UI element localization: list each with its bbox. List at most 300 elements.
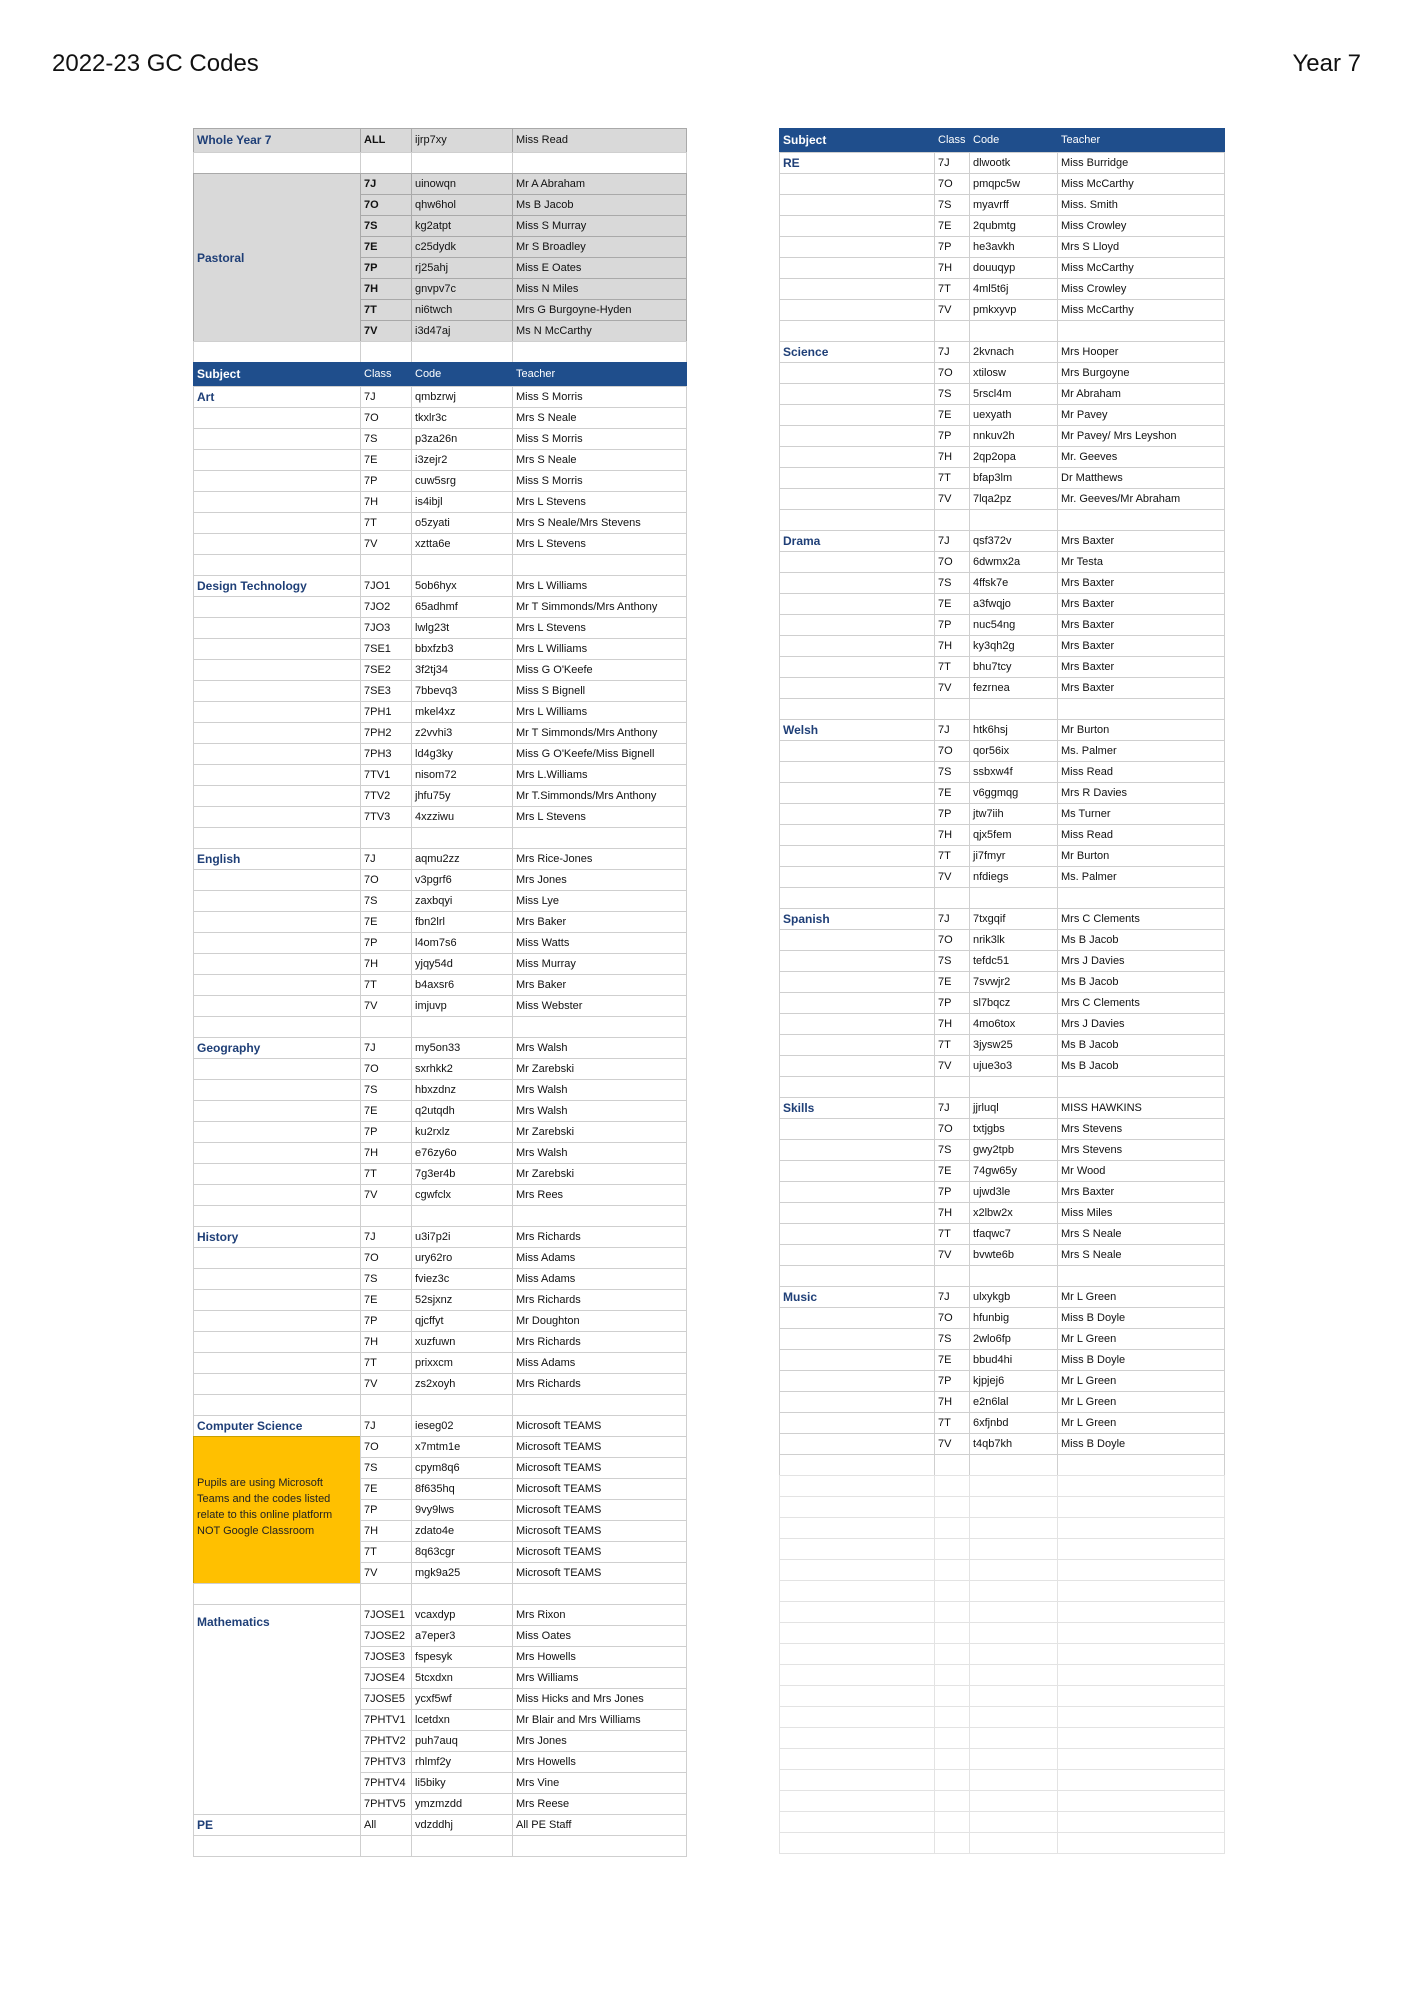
teacher-cell: Miss Webster <box>512 995 687 1017</box>
subject-cell <box>193 1142 361 1164</box>
teacher-cell: Miss Read <box>1057 761 1225 783</box>
table-row <box>779 761 1228 782</box>
code-cell: rj25ahj <box>411 257 513 279</box>
empty-cell <box>1057 1076 1225 1098</box>
teacher-cell: Microsoft TEAMS <box>512 1541 687 1563</box>
subject-cell <box>779 1433 935 1455</box>
empty-cell <box>1057 1496 1225 1518</box>
teacher-cell: Mrs Jones <box>512 869 687 891</box>
empty-cell <box>1057 1790 1225 1812</box>
teacher-cell: Mr T Simmonds/Mrs Anthony <box>512 596 687 618</box>
class-cell: 7S <box>934 1328 970 1350</box>
subject-cell <box>193 806 361 828</box>
teacher-cell: Microsoft TEAMS <box>512 1415 687 1437</box>
subject-cell <box>193 1058 361 1080</box>
code-cell: bvwte6b <box>969 1244 1058 1266</box>
subject-cell <box>779 383 935 405</box>
teacher-cell: Mrs Reese <box>512 1793 687 1815</box>
subject-cell <box>779 215 935 237</box>
class-cell: 7PH3 <box>360 743 412 765</box>
table-row <box>193 890 690 911</box>
teacher-cell: Mrs Richards <box>512 1226 687 1248</box>
empty-cell <box>934 887 970 909</box>
table-row <box>360 1436 686 1457</box>
teacher-cell: Mrs Howells <box>512 1751 687 1773</box>
empty-cell <box>360 1583 412 1605</box>
empty-cell <box>969 509 1058 531</box>
table-row <box>193 848 690 869</box>
subject-name: PE <box>193 1814 361 1836</box>
code-cell: pmqpc5w <box>969 173 1058 195</box>
empty-cell <box>779 698 935 720</box>
pastoral-label: Pastoral <box>193 173 361 342</box>
class-cell: 7TV3 <box>360 806 412 828</box>
table-row <box>779 1118 1228 1139</box>
code-cell: 3f2tj34 <box>411 659 513 681</box>
blank-row <box>779 1076 1228 1097</box>
subject-cell <box>779 299 935 321</box>
table-row <box>360 1520 686 1541</box>
code-cell: myavrff <box>969 194 1058 216</box>
empty-cell <box>969 1685 1058 1707</box>
table-row <box>779 215 1228 236</box>
empty-cell <box>779 1643 935 1665</box>
code-cell: 4ml5t6j <box>969 278 1058 300</box>
table-row <box>360 278 686 299</box>
header-code: Code <box>411 362 513 387</box>
header-subject: Subject <box>779 128 935 153</box>
table-row <box>193 911 690 932</box>
empty-cell <box>934 1559 970 1581</box>
table-row <box>360 236 686 257</box>
code-cell: c25dydk <box>411 236 513 258</box>
code-cell: 5ob6hyx <box>411 575 513 597</box>
table-row <box>779 677 1228 698</box>
table-row <box>779 971 1228 992</box>
table-row <box>779 929 1228 950</box>
teacher-cell: Miss Adams <box>512 1247 687 1269</box>
subject-cell <box>193 407 361 429</box>
subject-cell <box>193 932 361 954</box>
blank-row <box>779 1769 1228 1790</box>
teacher-cell: Mr. Geeves <box>1057 446 1225 468</box>
subject-cell <box>193 638 361 660</box>
subject-cell <box>779 1181 935 1203</box>
class-cell: 7S <box>934 950 970 972</box>
table-row <box>779 446 1228 467</box>
teacher-cell: Microsoft TEAMS <box>512 1520 687 1542</box>
teacher-cell: Mrs S Neale <box>1057 1244 1225 1266</box>
table-row <box>193 974 690 995</box>
whole-year-label: Whole Year 7 <box>193 128 361 153</box>
subject-cell <box>193 1121 361 1143</box>
code-cell: nfdiegs <box>969 866 1058 888</box>
table-row <box>193 470 690 491</box>
code-cell: x2lbw2x <box>969 1202 1058 1224</box>
table-row <box>360 1457 686 1478</box>
subject-cell <box>193 974 361 996</box>
table-row <box>193 785 690 806</box>
empty-cell <box>779 1559 935 1581</box>
empty-cell <box>779 1475 935 1497</box>
table-row <box>779 866 1228 887</box>
teacher-cell: Mrs Vine <box>512 1772 687 1794</box>
class-cell: 7S <box>934 572 970 594</box>
empty-cell <box>969 1265 1058 1287</box>
code-cell: p3za26n <box>411 428 513 450</box>
empty-cell <box>411 1394 513 1416</box>
blank-row <box>779 1601 1228 1622</box>
code-cell: zaxbqyi <box>411 890 513 912</box>
empty-cell <box>1057 1727 1225 1749</box>
code-cell: 6xfjnbd <box>969 1412 1058 1434</box>
empty-cell <box>779 1496 935 1518</box>
class-cell: 7PHTV5 <box>360 1793 412 1815</box>
code-cell: ssbxw4f <box>969 761 1058 783</box>
teacher-cell: Mrs S Neale <box>512 449 687 471</box>
class-cell: 7V <box>934 1433 970 1455</box>
teacher-cell: Mrs L Williams <box>512 701 687 723</box>
teacher-cell: Mrs S Neale <box>512 407 687 429</box>
subject-cell <box>779 782 935 804</box>
empty-cell <box>934 1265 970 1287</box>
table-row <box>779 1391 1228 1412</box>
class-cell: 7S <box>934 194 970 216</box>
class-cell: 7H <box>360 1331 412 1353</box>
code-cell: kg2atpt <box>411 215 513 237</box>
empty-cell <box>969 1601 1058 1623</box>
table-row <box>360 1646 686 1667</box>
code-cell: bbud4hi <box>969 1349 1058 1371</box>
code-cell: jhfu75y <box>411 785 513 807</box>
teacher-cell: Mr Wood <box>1057 1160 1225 1182</box>
code-cell: ujwd3le <box>969 1181 1058 1203</box>
table-row <box>193 428 690 449</box>
empty-cell <box>934 509 970 531</box>
empty-cell <box>779 1580 935 1602</box>
table-row <box>193 995 690 1016</box>
teacher-cell: Mr Doughton <box>512 1310 687 1332</box>
teacher-cell: Microsoft TEAMS <box>512 1478 687 1500</box>
subject-cell <box>193 1163 361 1185</box>
class-cell: 7T <box>360 1541 412 1563</box>
code-cell: 6dwmx2a <box>969 551 1058 573</box>
subject-cell <box>193 470 361 492</box>
empty-cell <box>934 1727 970 1749</box>
teacher-cell: Mr Zarebski <box>512 1163 687 1185</box>
table-row <box>193 806 690 827</box>
class-cell: 7J <box>360 173 412 195</box>
code-cell: qjx5fem <box>969 824 1058 846</box>
code-cell: i3d47aj <box>411 320 513 342</box>
empty-cell <box>779 1685 935 1707</box>
class-cell: 7O <box>360 194 412 216</box>
code-cell: bfap3lm <box>969 467 1058 489</box>
table-row <box>193 869 690 890</box>
subject-cell <box>779 824 935 846</box>
empty-cell <box>934 1790 970 1812</box>
class-cell: 7V <box>360 320 412 342</box>
class-cell: 7P <box>360 932 412 954</box>
table-row <box>193 638 690 659</box>
class-cell: 7T <box>360 512 412 534</box>
table-row <box>193 575 690 596</box>
class-cell: 7P <box>360 1310 412 1332</box>
blank-row <box>193 554 690 575</box>
blank-row <box>779 1748 1228 1769</box>
page-year: Year 7 <box>1292 50 1361 77</box>
code-cell: my5on33 <box>411 1037 513 1059</box>
subject-cell <box>779 278 935 300</box>
class-cell: 7H <box>934 446 970 468</box>
teacher-cell: Miss McCarthy <box>1057 299 1225 321</box>
class-cell: 7P <box>934 614 970 636</box>
class-cell: 7E <box>360 1289 412 1311</box>
empty-cell <box>512 1583 687 1605</box>
empty-cell <box>934 1601 970 1623</box>
code-cell: v6ggmqg <box>969 782 1058 804</box>
empty-cell <box>969 1580 1058 1602</box>
class-cell: 7H <box>360 491 412 513</box>
blank-row <box>779 509 1228 530</box>
empty-cell <box>779 1538 935 1560</box>
code-cell: lwlg23t <box>411 617 513 639</box>
blank-row <box>779 1265 1228 1286</box>
teacher-cell: Mrs Baxter <box>1057 677 1225 699</box>
teacher-cell: Mrs G Burgoyne-Hyden <box>512 299 687 321</box>
code-cell: bbxfzb3 <box>411 638 513 660</box>
teacher-cell: Mrs Walsh <box>512 1100 687 1122</box>
blank-row <box>779 1454 1228 1475</box>
table-row <box>779 719 1228 740</box>
class-cell: 7SE2 <box>360 659 412 681</box>
empty-cell <box>1057 1475 1225 1497</box>
blank-row <box>193 1835 690 1856</box>
class-cell: 7P <box>934 803 970 825</box>
empty-cell <box>779 1517 935 1539</box>
code-cell: cpym8q6 <box>411 1457 513 1479</box>
blank-row <box>779 320 1228 341</box>
subject-cell <box>779 236 935 258</box>
table-row <box>193 596 690 617</box>
code-cell: ld4g3ky <box>411 743 513 765</box>
class-cell: 7J <box>360 848 412 870</box>
table-row <box>779 1181 1228 1202</box>
whole-year-row <box>193 128 690 152</box>
subject-cell <box>779 866 935 888</box>
subject-cell <box>779 194 935 216</box>
code-cell: b4axsr6 <box>411 974 513 996</box>
subject-cell <box>779 1307 935 1329</box>
table-row <box>779 173 1228 194</box>
teacher-cell: Mrs L Stevens <box>512 533 687 555</box>
table-row <box>360 1562 686 1583</box>
empty-cell <box>1057 1265 1225 1287</box>
empty-cell <box>969 1706 1058 1728</box>
class-cell: 7SE3 <box>360 680 412 702</box>
blank-row <box>779 1559 1228 1580</box>
code-cell: qmbzrwj <box>411 386 513 408</box>
computer-science-note: Pupils are using Microsoft Teams and the codes listed relate to this online platform NOT Google Classroom <box>193 1436 361 1584</box>
table-row <box>779 1055 1228 1076</box>
code-cell: ijrp7xy <box>411 128 513 153</box>
class-cell: 7JOSE5 <box>360 1688 412 1710</box>
blank-row <box>193 827 690 848</box>
table-row <box>360 1478 686 1499</box>
table-row <box>779 992 1228 1013</box>
empty-cell <box>969 1727 1058 1749</box>
code-cell: 7svwjr2 <box>969 971 1058 993</box>
subject-cell <box>779 1328 935 1350</box>
code-cell: ku2rxlz <box>411 1121 513 1143</box>
subject-cell <box>779 425 935 447</box>
teacher-cell: Miss S Bignell <box>512 680 687 702</box>
empty-cell <box>779 320 935 342</box>
code-cell: nnkuv2h <box>969 425 1058 447</box>
teacher-cell: Mrs R Davies <box>1057 782 1225 804</box>
subject-cell <box>779 362 935 384</box>
subject-cell <box>779 1013 935 1035</box>
empty-cell <box>934 1496 970 1518</box>
table-row <box>360 1625 686 1646</box>
class-cell: 7V <box>934 677 970 699</box>
table-row <box>193 1268 690 1289</box>
empty-cell <box>411 152 513 174</box>
empty-cell <box>969 1622 1058 1644</box>
code-cell: ji7fmyr <box>969 845 1058 867</box>
class-cell: 7S <box>360 428 412 450</box>
code-cell: li5biky <box>411 1772 513 1794</box>
teacher-cell: Mr T Simmonds/Mrs Anthony <box>512 722 687 744</box>
class-cell: 7J <box>934 1097 970 1119</box>
subject-cell <box>193 764 361 786</box>
empty-cell <box>1057 1769 1225 1791</box>
table-row <box>779 488 1228 509</box>
empty-cell <box>411 554 513 576</box>
blank-row <box>193 1583 690 1604</box>
subject-cell <box>193 491 361 513</box>
subject-cell <box>193 512 361 534</box>
table-row <box>193 932 690 953</box>
table-row <box>193 617 690 638</box>
class-cell: 7JOSE2 <box>360 1625 412 1647</box>
subject-cell <box>193 680 361 702</box>
class-cell: 7TV1 <box>360 764 412 786</box>
class-cell: 7E <box>934 404 970 426</box>
code-cell: 3jysw25 <box>969 1034 1058 1056</box>
code-cell: tfaqwc7 <box>969 1223 1058 1245</box>
computer-science-block <box>193 1436 690 1583</box>
teacher-cell: Miss S Morris <box>512 470 687 492</box>
class-cell: 7T <box>934 278 970 300</box>
table-row <box>360 299 686 320</box>
class-cell: 7V <box>360 1562 412 1584</box>
empty-cell <box>1057 1832 1225 1854</box>
teacher-cell: Mr Zarebski <box>512 1058 687 1080</box>
teacher-cell: Mr L Green <box>1057 1412 1225 1434</box>
empty-cell <box>934 1643 970 1665</box>
blank-row <box>779 1832 1228 1853</box>
table-row <box>779 341 1228 362</box>
class-cell: 7S <box>934 761 970 783</box>
class-cell: 7V <box>360 533 412 555</box>
code-cell: ieseg02 <box>411 1415 513 1437</box>
class-cell: 7J <box>934 152 970 174</box>
header-class: Class <box>934 128 970 153</box>
empty-cell <box>411 341 513 363</box>
teacher-cell: Microsoft TEAMS <box>512 1436 687 1458</box>
teacher-cell: Miss McCarthy <box>1057 257 1225 279</box>
empty-cell <box>1057 1664 1225 1686</box>
teacher-cell: Dr Matthews <box>1057 467 1225 489</box>
blank-row <box>779 1643 1228 1664</box>
teacher-cell: Mrs Baxter <box>1057 656 1225 678</box>
class-cell: 7H <box>360 1142 412 1164</box>
class-cell: 7E <box>360 1478 412 1500</box>
code-cell: fbn2lrl <box>411 911 513 933</box>
code-cell: 5rscl4m <box>969 383 1058 405</box>
teacher-cell: Miss B Doyle <box>1057 1307 1225 1329</box>
class-cell: 7J <box>934 1286 970 1308</box>
teacher-cell: Miss Murray <box>512 953 687 975</box>
table-row <box>360 1709 686 1730</box>
code-cell: 7g3er4b <box>411 1163 513 1185</box>
subject-name: Skills <box>779 1097 935 1119</box>
table-row <box>193 1247 690 1268</box>
header-subject: Subject <box>193 362 361 387</box>
table-row <box>779 551 1228 572</box>
class-cell: 7O <box>934 551 970 573</box>
code-cell: xuzfuwn <box>411 1331 513 1353</box>
table-row <box>779 425 1228 446</box>
subject-name: Computer Science <box>193 1415 361 1437</box>
blank-row <box>193 152 690 173</box>
subject-name: Spanish <box>779 908 935 930</box>
subject-cell <box>779 614 935 636</box>
subject-name: Art <box>193 386 361 408</box>
subject-cell <box>779 1244 935 1266</box>
empty-cell <box>1057 1706 1225 1728</box>
code-cell: pmkxyvp <box>969 299 1058 321</box>
empty-cell <box>512 1835 687 1857</box>
table-row <box>779 656 1228 677</box>
teacher-cell: Miss Lye <box>512 890 687 912</box>
teacher-cell: Mrs Stevens <box>1057 1118 1225 1140</box>
empty-cell <box>193 1583 361 1605</box>
class-cell: 7V <box>360 995 412 1017</box>
class-cell: 7V <box>360 1184 412 1206</box>
code-cell: e76zy6o <box>411 1142 513 1164</box>
code-cell: 4xzziwu <box>411 806 513 828</box>
teacher-cell: Mr L Green <box>1057 1370 1225 1392</box>
teacher-cell: Miss N Miles <box>512 278 687 300</box>
empty-cell <box>934 1811 970 1833</box>
subject-cell <box>193 428 361 450</box>
teacher-cell: MISS HAWKINS <box>1057 1097 1225 1119</box>
code-cell: nuc54ng <box>969 614 1058 636</box>
code-cell: 2qubmtg <box>969 215 1058 237</box>
teacher-cell: Mrs Baxter <box>1057 1181 1225 1203</box>
code-cell: 7txgqif <box>969 908 1058 930</box>
empty-cell <box>1057 1601 1225 1623</box>
class-cell: 7O <box>934 173 970 195</box>
class-cell: 7J <box>934 719 970 741</box>
class-cell: 7JOSE1 <box>360 1604 412 1626</box>
subject-cell <box>779 1202 935 1224</box>
empty-cell <box>779 1265 935 1287</box>
teacher-cell: Mrs Baxter <box>1057 530 1225 552</box>
empty-cell <box>411 827 513 849</box>
